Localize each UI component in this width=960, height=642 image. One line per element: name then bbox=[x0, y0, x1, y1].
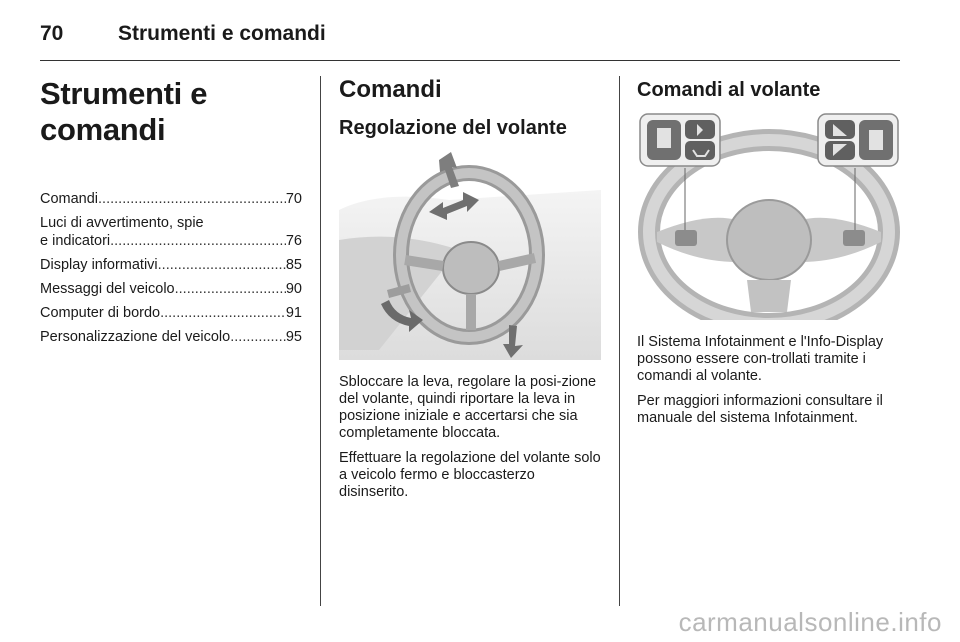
column-divider bbox=[320, 76, 321, 606]
page-header bbox=[40, 22, 900, 61]
middle-column bbox=[339, 76, 601, 501]
toc-item-messaggi-del-veicolo[interactable] bbox=[40, 280, 302, 298]
subsection-title: Comandi al volante bbox=[637, 79, 821, 101]
body-paragraph: Per maggiori informazioni consultare il manuale del sistema Infotainment. bbox=[637, 393, 883, 426]
column-divider bbox=[619, 76, 620, 606]
button-glyph bbox=[657, 128, 671, 148]
toc-leader bbox=[230, 328, 286, 346]
toc-label: Personalizzazione del veicolo bbox=[40, 329, 231, 345]
steering-hub bbox=[727, 200, 811, 280]
steering-wheel-controls-illustration bbox=[637, 112, 901, 320]
toc-page: 85 bbox=[285, 257, 302, 273]
toc-leader bbox=[110, 232, 286, 250]
toc-item-personalizzazione[interactable] bbox=[40, 328, 302, 346]
toc-leader bbox=[175, 280, 286, 298]
toc-item-computer-di-bordo[interactable] bbox=[40, 304, 302, 322]
button-glyph bbox=[869, 130, 883, 150]
steering-hub bbox=[443, 242, 499, 294]
left-switch-small bbox=[675, 230, 697, 246]
right-switch-small bbox=[843, 230, 865, 246]
toc-page: 95 bbox=[285, 329, 302, 345]
body-paragraph: Effettuare la regolazione del volante solo a veicolo fermo e bloccasterzo disinserito. bbox=[339, 450, 601, 500]
body-paragraph: Il Sistema Infotainment e l'Info-Display possono essere con-trollati tramite i comandi al volante. bbox=[637, 334, 884, 384]
toc-page: 91 bbox=[285, 305, 302, 321]
watermark: carmanualsonline.info bbox=[678, 607, 942, 637]
page-number: 70 bbox=[40, 22, 64, 45]
seek-down-button bbox=[825, 141, 855, 160]
toc-item-comandi[interactable] bbox=[40, 190, 302, 208]
lower-spoke bbox=[747, 280, 791, 312]
toc-leader bbox=[160, 304, 286, 322]
toc-label: Computer di bordo bbox=[40, 305, 161, 321]
section-title: Comandi bbox=[339, 76, 442, 103]
toc-page: 76 bbox=[285, 233, 302, 249]
toc-label-line1: Luci di avvertimento, spie bbox=[40, 215, 204, 231]
seek-up-button bbox=[825, 120, 855, 139]
toc-page: 90 bbox=[285, 281, 302, 297]
toc-label: Comandi bbox=[40, 191, 99, 207]
right-column bbox=[637, 76, 901, 427]
subsection-title: Regolazione del volante bbox=[339, 117, 567, 139]
toc-leader bbox=[158, 256, 286, 274]
toc-label: Display informativi bbox=[40, 257, 158, 273]
chapter-title: Strumenti e comandi bbox=[40, 76, 208, 147]
steering-adjustment-illustration bbox=[339, 150, 601, 360]
phone-button bbox=[685, 141, 715, 160]
toc-label: e indicatori bbox=[40, 233, 111, 249]
table-of-contents bbox=[40, 190, 302, 346]
body-paragraph: Sbloccare la leva, regolare la posi-zione del volante, quindi riportare la leva in posizione iniziale e accertarsi che sia completamente bloccata. bbox=[339, 374, 597, 441]
toc-item-display-informativi[interactable] bbox=[40, 256, 302, 274]
toc-item-luci-di-avvertimento[interactable] bbox=[40, 214, 302, 250]
running-title: Strumenti e comandi bbox=[118, 22, 326, 45]
toc-leader bbox=[98, 190, 286, 208]
toc-label: Messaggi del veicolo bbox=[40, 281, 175, 297]
left-column bbox=[40, 76, 302, 352]
toc-page: 70 bbox=[285, 191, 302, 207]
